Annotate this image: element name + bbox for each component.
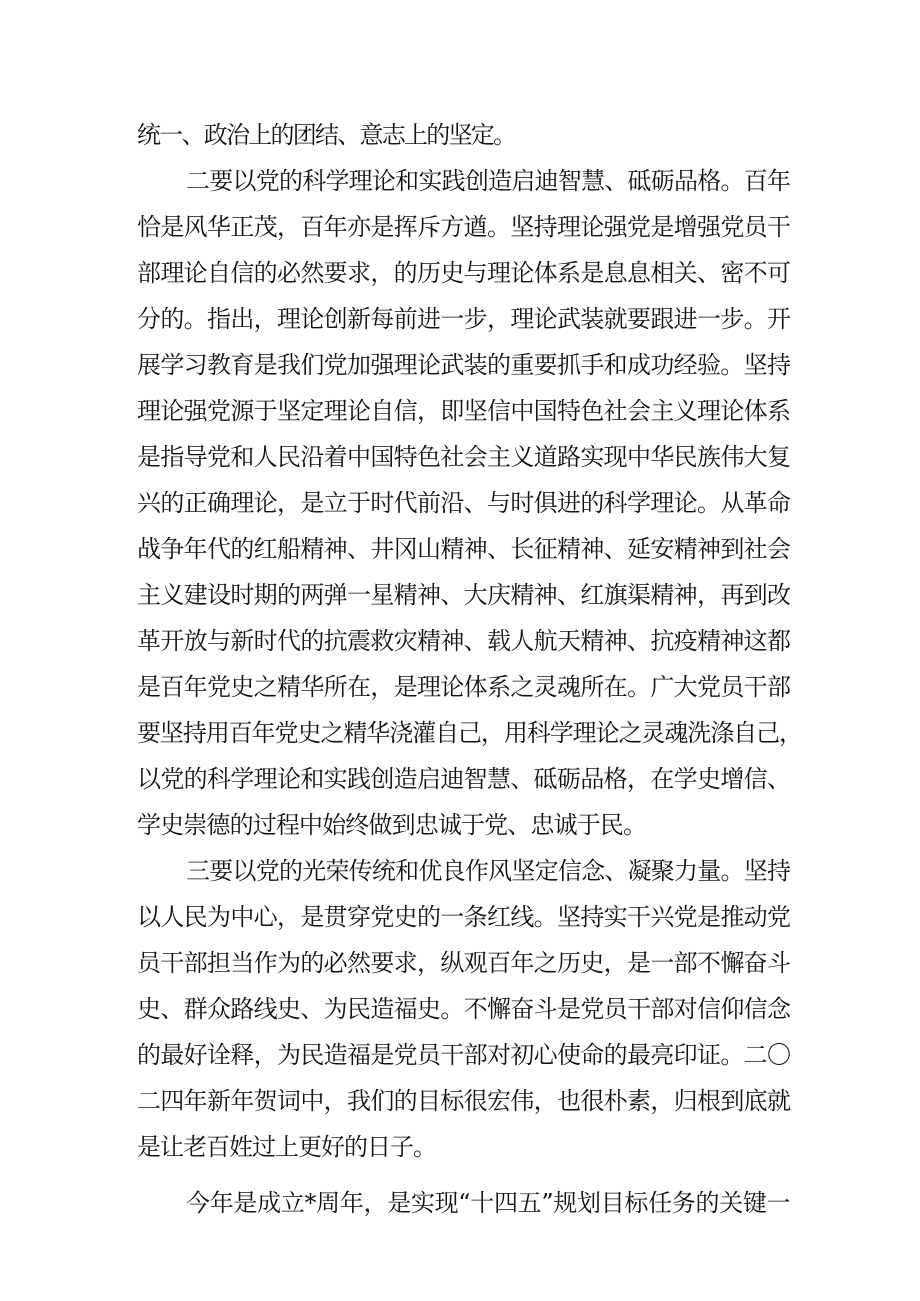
text-line-1: 统一、政治上的团结、意志上的坚定。: [137, 121, 516, 149]
text-line-15: 以党的科学理论和实践创造启迪智慧、砥砺品格，在学史增信、: [137, 765, 791, 793]
text-line-24: 今年是成立*周年，是实现“十四五”规划目标任务的关键一: [186, 1189, 791, 1217]
text-line-5: 分的。指出，理论创新每前进一步，理论武装就要跟进一步。开: [137, 305, 791, 333]
text-line-23: 是让老百姓过上更好的日子。: [137, 1133, 436, 1161]
text-line-11: 主义建设时期的两弹一星精神、大庆精神、红旗渠精神，再到改: [137, 581, 791, 609]
text-line-16: 学史崇德的过程中始终做到忠诚于党、忠诚于民。: [137, 811, 647, 839]
text-line-10: 战争年代的红船精神、井冈山精神、长征精神、延安精神到社会: [137, 535, 791, 563]
text-line-4: 部理论自信的必然要求，的历史与理论体系是息息相关、密不可: [137, 259, 791, 287]
text-line-12: 革开放与新时代的抗震救灾精神、载人航天精神、抗疫精神这都: [137, 627, 791, 655]
text-line-8: 是指导党和人民沿着中国特色社会主义道路实现中华民族伟大复: [137, 443, 791, 471]
text-line-19: 员干部担当作为的必然要求，纵观百年之历史，是一部不懈奋斗: [137, 949, 791, 977]
text-line-13: 是百年党史之精华所在，是理论体系之灵魂所在。广大党员干部: [137, 673, 791, 701]
text-line-20: 史、群众路线史、为民造福史。不懈奋斗是党员干部对信仰信念: [137, 995, 791, 1023]
text-line-14: 要坚持用百年党史之精华浇灌自己，用科学理论之灵魂洗涤自己，: [137, 719, 802, 747]
text-line-21: 的最好诠释，为民造福是党员干部对初心使命的最亮印证。二〇: [137, 1041, 791, 1069]
text-line-3: 恰是风华正茂，百年亦是挥斥方遒。坚持理论强党是增强党员干: [137, 213, 791, 241]
text-line-2: 二要以党的科学理论和实践创造启迪智慧、砥砺品格。百年: [186, 167, 791, 195]
text-line-7: 理论强党源于坚定理论自信，即坚信中国特色社会主义理论体系: [137, 397, 791, 425]
text-line-22: 二四年新年贺词中，我们的目标很宏伟，也很朴素，归根到底就: [137, 1087, 791, 1115]
text-line-17: 三要以党的光荣传统和优良作风坚定信念、凝聚力量。坚持: [186, 857, 791, 885]
text-line-9: 兴的正确理论，是立于时代前沿、与时俱进的科学理论。从革命: [137, 489, 791, 517]
text-line-18: 以人民为中心，是贯穿党史的一条红线。坚持实干兴党是推动党: [137, 903, 791, 931]
text-line-6: 展学习教育是我们党加强理论武装的重要抓手和成功经验。坚持: [137, 351, 791, 379]
